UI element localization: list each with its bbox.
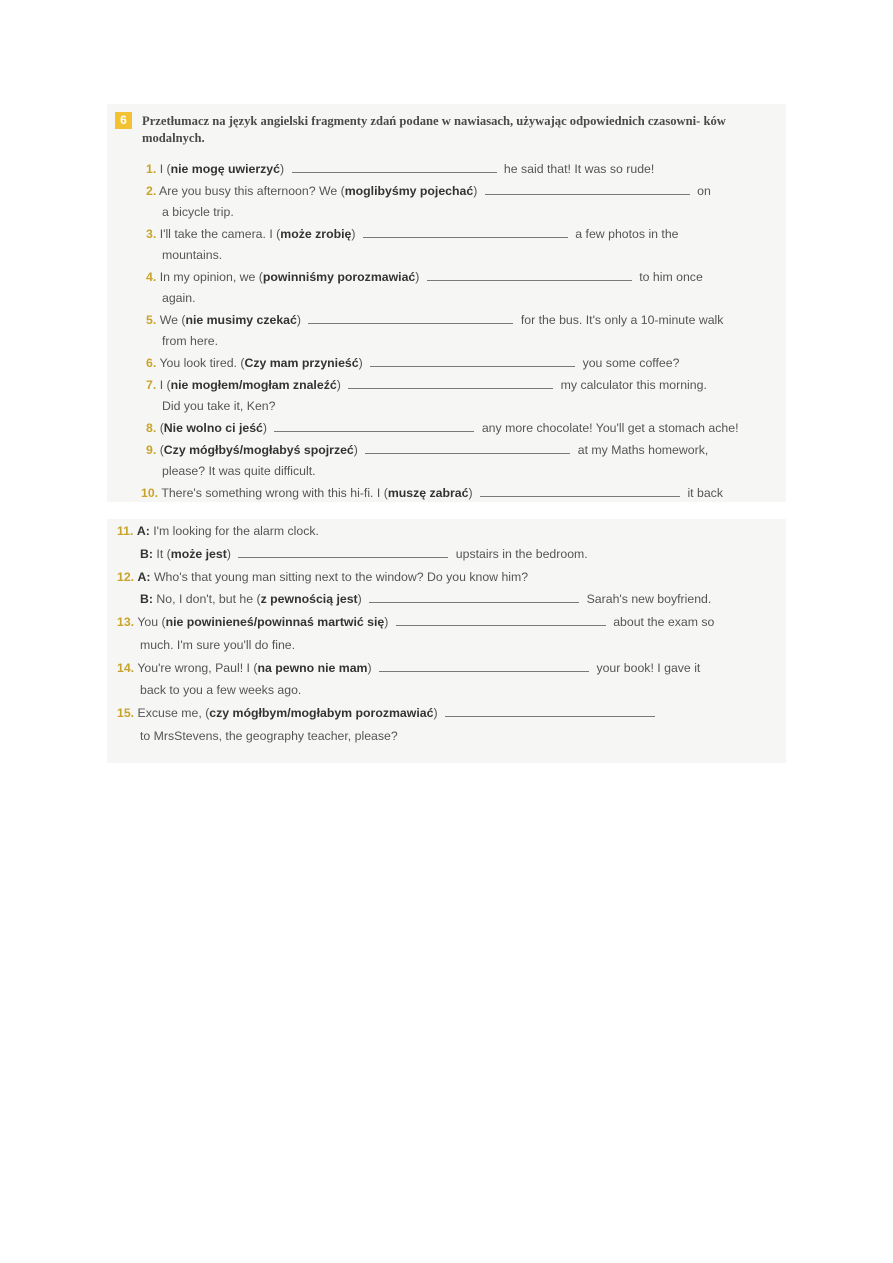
answer-blank[interactable] <box>379 662 589 672</box>
answer-blank[interactable] <box>274 422 474 432</box>
answer-blank[interactable] <box>292 163 497 173</box>
exercise-item: 3. I'll take the camera. I (może zrobię) a few photos in the <box>146 227 679 241</box>
exercise-item: 15. Excuse me, (czy mógłbym/mogłabym porozmawiać) <box>117 705 659 721</box>
exercise-item: 13. You (nie powinieneś/powinnaś martwić się) about the exam so <box>117 615 715 629</box>
exercise-item-continuation: mountains. <box>162 248 223 262</box>
answer-blank[interactable] <box>445 707 655 717</box>
answer-blank[interactable] <box>427 271 632 281</box>
exercise-instruction: Przetłumacz na język angielski fragmenty zdań podane w nawiasach, używając odpowiednich czasowni- ków modalnych. <box>142 114 726 145</box>
exercise-item: 6. You look tired. (Czy mam przynieść) you some coffee? <box>146 356 680 370</box>
exercise-item: 8. (Nie wolno ci jeść) any more chocolate! You'll get a stomach ache! <box>146 421 739 435</box>
answer-blank[interactable] <box>396 616 606 626</box>
exercise-item: 5. We (nie musimy czekać) for the bus. It's only a 10-minute walk <box>146 313 724 327</box>
dialog-item: 12. A: Who's that young man sitting next to the window? Do you know him? <box>117 570 529 584</box>
answer-blank[interactable] <box>348 379 553 389</box>
answer-blank[interactable] <box>370 357 575 367</box>
answer-blank[interactable] <box>485 185 690 195</box>
exercise-item-continuation: a bicycle trip. <box>162 205 234 219</box>
exercise-item-continuation: again. <box>162 291 196 305</box>
exercise-item: 9. (Czy mógłbyś/mogłabyś spojrzeć) at my Maths homework, <box>146 443 709 457</box>
answer-blank[interactable] <box>365 444 570 454</box>
answer-blank[interactable] <box>238 548 448 558</box>
exercise-number-badge: 6 <box>115 112 132 129</box>
exercise-item: 4. In my opinion, we (powinniśmy porozmawiać) to him once <box>146 270 703 284</box>
exercise-item-continuation: much. I'm sure you'll do fine. <box>140 638 296 652</box>
exercise-item-continuation: back to you a few weeks ago. <box>140 683 302 697</box>
answer-blank[interactable] <box>369 593 579 603</box>
exercise-item-continuation: from here. <box>162 334 219 348</box>
exercise-item: 7. I (nie mogłem/mogłam znaleźć) my calculator this morning. <box>146 378 707 392</box>
dialog-reply: B: No, I don't, but he (z pewnością jest) Sarah's new boyfriend. <box>140 592 712 606</box>
exercise-item-continuation: please? It was quite difficult. <box>162 464 316 478</box>
exercise-item-continuation: to MrsStevens, the geography teacher, please? <box>140 729 398 743</box>
exercise-item: 1. I (nie mogę uwierzyć) he said that! It was so rude! <box>146 162 655 176</box>
answer-blank[interactable] <box>363 228 568 238</box>
exercise-item: 14. You're wrong, Paul! I (na pewno nie mam) your book! I gave it <box>117 661 701 675</box>
exercise-item: 10. There's something wrong with this hi-fi. I (muszę zabrać) it back <box>141 486 723 500</box>
dialog-item: 11. A: I'm looking for the alarm clock. <box>117 524 319 538</box>
answer-blank[interactable] <box>308 314 513 324</box>
answer-blank[interactable] <box>480 487 680 497</box>
exercise-item-continuation: Did you take it, Ken? <box>162 399 276 413</box>
exercise-item: 2. Are you busy this afternoon? We (moglibyśmy pojechać) on <box>146 184 711 198</box>
dialog-reply: B: It (może jest) upstairs in the bedroom. <box>140 547 588 561</box>
